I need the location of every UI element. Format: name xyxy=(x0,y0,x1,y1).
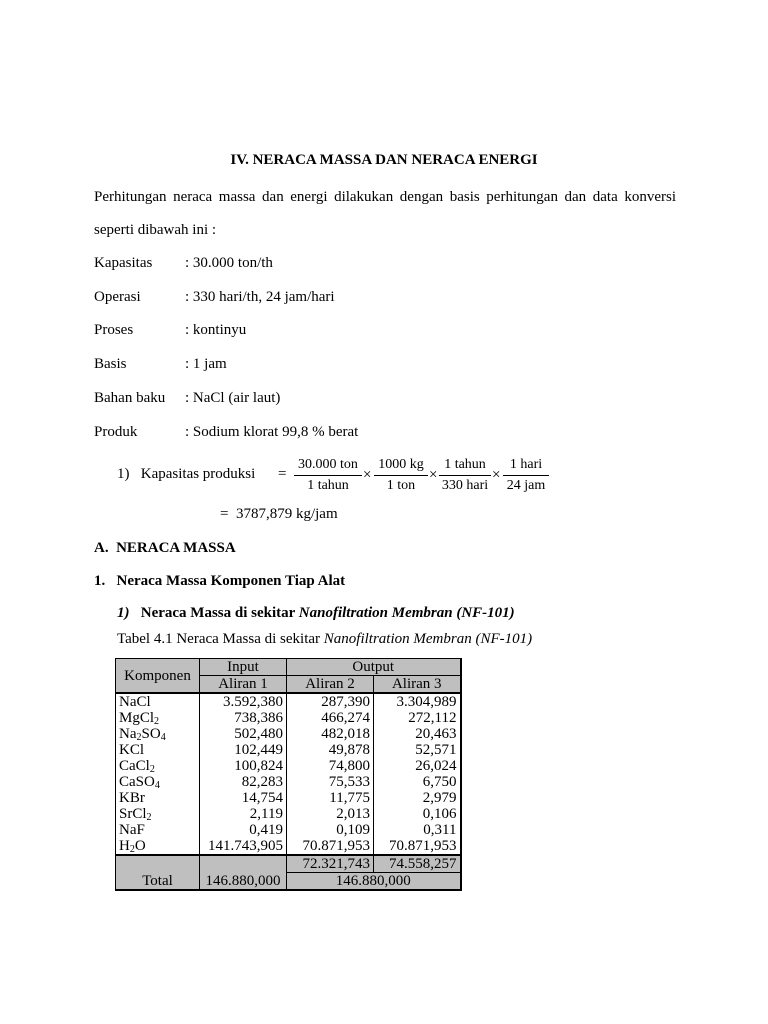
formula-result: = 3787,879 kg/jam xyxy=(220,506,338,522)
komponen-cell: $Na_2SO_4$ xyxy=(116,726,200,742)
fraction-numerator: 30.000 ton xyxy=(294,457,362,476)
basis-value-produk: : Sodium klorat 99,8 % berat xyxy=(185,424,359,440)
komponen-cell: KBr xyxy=(116,790,200,806)
fraction-denominator: 24 jam xyxy=(506,478,546,493)
total-label: Total xyxy=(116,873,200,891)
header-komponen: Komponen xyxy=(116,659,200,694)
aliran-3-cell: 2,979 xyxy=(374,790,461,806)
aliran-3-cell: 20,463 xyxy=(374,726,461,742)
table-row xyxy=(116,726,461,742)
formula-fraction-4 xyxy=(503,457,549,494)
fraction-numerator: 1 tahun xyxy=(439,457,491,476)
formula-fraction-3 xyxy=(439,457,491,494)
header-aliran-3: Aliran 3 xyxy=(374,676,461,694)
aliran-3-cell: 0,311 xyxy=(374,822,461,838)
subtotal-aliran-2: 72.321,743 xyxy=(287,855,374,873)
table-row xyxy=(116,774,461,790)
table-row xyxy=(116,742,461,758)
section-heading-a: A. NERACA MASSA xyxy=(94,540,236,556)
subsection-text: Neraca Massa di sekitar xyxy=(140,605,299,621)
fraction-denominator: 1 ton xyxy=(386,478,416,493)
komponen-cell: NaF xyxy=(116,822,200,838)
header-output: Output xyxy=(287,659,461,676)
total-output: 146.880,000 xyxy=(287,873,461,891)
aliran-2-cell: 2,013 xyxy=(287,806,374,822)
aliran-1-cell: 502,480 xyxy=(200,726,287,742)
komponen-cell: KCl xyxy=(116,742,200,758)
intro-paragraph-line1: Perhitungan neraca massa dan energi dilakukan dengan basis perhitungan dan data konversi xyxy=(94,189,676,205)
aliran-1-cell: 100,824 xyxy=(200,758,287,774)
times-sign: × xyxy=(363,467,372,483)
aliran-2-cell: 482,018 xyxy=(287,726,374,742)
formula-fraction-2 xyxy=(374,457,428,494)
aliran-3-cell: 52,571 xyxy=(374,742,461,758)
aliran-1-cell: 2,119 xyxy=(200,806,287,822)
basis-value-proses: : kontinyu xyxy=(185,322,247,338)
subsection-italic: Nanofiltration Membran (NF-101) xyxy=(298,605,515,621)
komponen-cell: MgCl$_2$ xyxy=(116,710,200,726)
page-title: IV. NERACA MASSA DAN NERACA ENERGI xyxy=(230,152,538,168)
header-aliran-2: Aliran 2 xyxy=(287,676,374,694)
header-input: Input xyxy=(200,659,287,676)
basis-label-produk: Produk xyxy=(94,424,138,440)
aliran-2-cell: 287,390 xyxy=(287,693,374,710)
komponen-cell: SrCl$_2$ xyxy=(116,806,200,822)
fraction-numerator: 1 hari xyxy=(503,457,549,476)
aliran-1-cell: 738,386 xyxy=(200,710,287,726)
section-heading-1: 1. Neraca Massa Komponen Tiap Alat xyxy=(94,573,346,589)
mass-balance-table xyxy=(115,658,462,891)
basis-label-bahan-baku: Bahan baku xyxy=(94,390,166,406)
aliran-2-cell: 75,533 xyxy=(287,774,374,790)
aliran-3-cell: 3.304,989 xyxy=(374,693,461,710)
fraction-numerator: 1000 kg xyxy=(374,457,428,476)
aliran-2-cell: 74,800 xyxy=(287,758,374,774)
subtotal-row xyxy=(116,855,461,873)
aliran-1-cell: 141.743,905 xyxy=(200,838,287,855)
times-sign: × xyxy=(429,467,438,483)
aliran-3-cell: 26,024 xyxy=(374,758,461,774)
subsection-number: 1) xyxy=(117,605,130,621)
subsection-heading xyxy=(117,605,515,622)
fraction-denominator: 330 hari xyxy=(441,478,489,493)
caption-italic: Nanofiltration Membran (NF-101) xyxy=(323,631,533,647)
aliran-1-cell: 0,419 xyxy=(200,822,287,838)
table-row xyxy=(116,758,461,774)
aliran-2-cell: 0,109 xyxy=(287,822,374,838)
aliran-1-cell: 14,754 xyxy=(200,790,287,806)
komponen-cell: NaCl xyxy=(116,693,200,710)
formula-equals: = xyxy=(278,466,287,482)
aliran-3-cell: 0,106 xyxy=(374,806,461,822)
komponen-cell: CaSO$_4$ xyxy=(116,774,200,790)
subtotal-aliran-3: 74.558,257 xyxy=(374,855,461,873)
basis-label-basis: Basis xyxy=(94,356,127,372)
komponen-cell: $H_2O$ xyxy=(116,838,200,855)
aliran-3-cell: 272,112 xyxy=(374,710,461,726)
aliran-2-cell: 70.871,953 xyxy=(287,838,374,855)
table-row xyxy=(116,790,461,806)
formula-fraction-1 xyxy=(294,457,362,494)
aliran-3-cell: 6,750 xyxy=(374,774,461,790)
fraction-denominator: 1 tahun xyxy=(307,478,349,493)
formula-label: 1) Kapasitas produksi xyxy=(117,466,256,482)
table-caption xyxy=(117,631,532,648)
basis-value-basis: : 1 jam xyxy=(185,356,227,372)
times-sign: × xyxy=(492,467,501,483)
basis-label-operasi: Operasi xyxy=(94,289,141,305)
table-row xyxy=(116,806,461,822)
total-input: 146.880,000 xyxy=(200,873,287,891)
table-row xyxy=(116,710,461,726)
aliran-1-cell: 102,449 xyxy=(200,742,287,758)
aliran-1-cell: 82,283 xyxy=(200,774,287,790)
basis-label-kapasitas: Kapasitas xyxy=(94,255,153,271)
table-row xyxy=(116,693,461,710)
aliran-3-cell: 70.871,953 xyxy=(374,838,461,855)
aliran-2-cell: 11,775 xyxy=(287,790,374,806)
caption-text: Tabel 4.1 Neraca Massa di sekitar xyxy=(117,631,324,647)
table-row xyxy=(116,822,461,838)
komponen-cell: CaCl$_2$ xyxy=(116,758,200,774)
basis-value-kapasitas: : 30.000 ton/th xyxy=(185,255,273,271)
aliran-2-cell: 49,878 xyxy=(287,742,374,758)
basis-value-operasi: : 330 hari/th, 24 jam/hari xyxy=(185,289,335,305)
basis-value-bahan-baku: : NaCl (air laut) xyxy=(185,390,281,406)
aliran-1-cell: 3.592,380 xyxy=(200,693,287,710)
basis-label-proses: Proses xyxy=(94,322,134,338)
header-aliran-1: Aliran 1 xyxy=(200,676,287,694)
total-row xyxy=(116,873,461,891)
table-row xyxy=(116,838,461,855)
aliran-2-cell: 466,274 xyxy=(287,710,374,726)
intro-paragraph-line2: seperti dibawah ini : xyxy=(94,222,217,238)
